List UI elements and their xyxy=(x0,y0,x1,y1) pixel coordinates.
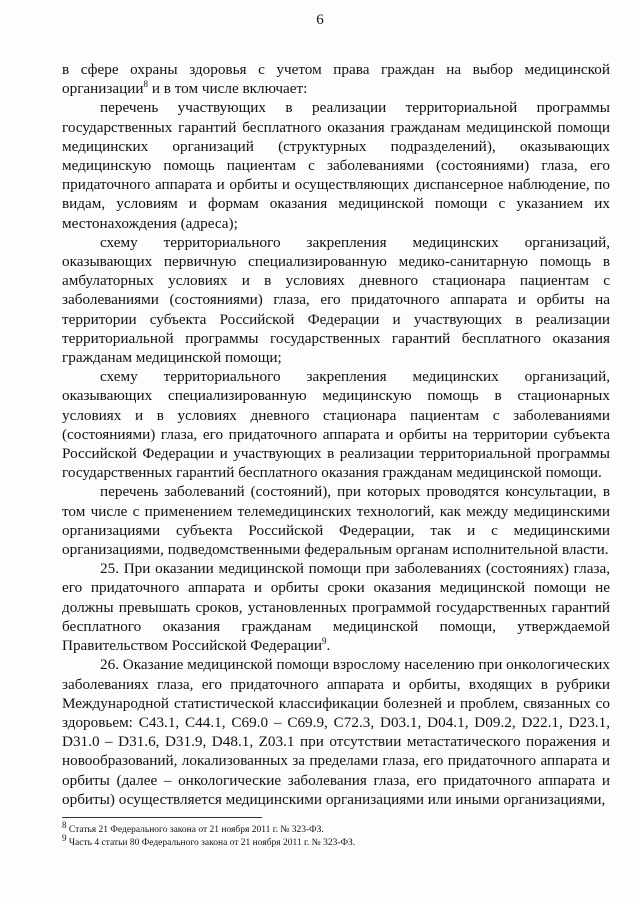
footnote-ref: 8 xyxy=(143,79,149,90)
footnote-separator xyxy=(62,817,262,818)
paragraph-text: 25. При оказании медицинской помощи при заболеваниях (состояниях) глаза, его придаточного аппарата и орбиты сроки оказания медицинской помощи не должны превышать сроков, установленных программой государственных гарантий бесплатного оказания гражданам медицинской помощи, утверждаемой Правительством Российской Федерации xyxy=(62,560,610,655)
paragraph-intro xyxy=(62,60,610,98)
footnote-8 xyxy=(62,819,610,837)
footnote-mark: 9 xyxy=(62,832,67,843)
paragraph-item-25 xyxy=(62,559,610,655)
paragraph-tail: . xyxy=(326,637,331,655)
paragraph-primary-care-scheme: схему территориального закрепления медицинских организаций, оказывающих первичную специализированную медико-санитарную помощь в амбулаторных условиях и в условиях дневного стационара пациентам с заболеваниями (состояниями) глаза, его придаточного аппарата и орбиты на территории субъекта Российской Федерации и участвующих в реализации территориальной программы государственных гарантий бесплатного оказания гражданам медицинской помощи; xyxy=(62,233,610,367)
document-body xyxy=(62,60,610,809)
paragraph-tail: и в том числе включает: xyxy=(148,80,308,98)
page-number: 6 xyxy=(316,12,324,28)
footnotes xyxy=(62,819,610,850)
footnote-9 xyxy=(62,832,610,850)
paragraph-participants-list: перечень участвующих в реализации территориальной программы государственных гарантий бесплатного оказания гражданам медицинской помощи медицинских организаций (структурных подразделений), оказывающих медицинскую помощь пациентам с заболеваниями (состояниями) глаза, его придаточного аппарата и орбиты и осуществляющих диспансерное наблюдение, по видам, условиям и формам оказания медицинской помощи с указанием их местонахождения (адреса); xyxy=(62,99,610,232)
paragraph-consultations-list: перечень заболеваний (состояний), при которых проводятся консультации, в том числе с применением телемедицинских технологий, как между медицинскими организациями субъекта Российской Федерации, так и с медицинскими организациями, подведомственными федеральным органам исполнительной власти. xyxy=(62,483,610,559)
paragraph-item-26: 26. Оказание медицинской помощи взрослому населению при онкологических заболеваниях глаза, его придаточного аппарата и орбиты, входящих в рубрики Международной статистической классификации болезней и проблем, связанных со здоровьем: C43.1, C44.1, C69.0 – C69.9, C72.3, D03.1, D04.1, D09.2, D22.1, D23.1, D31.0 – D31.6, D31.9, D48.1, Z03.1 при отсутствии метастатического поражения и новообразований, локализованных за пределами глаза, его придаточного аппарата и орбиты (далее – онкологические заболевания глаза, его придаточного аппарата и орбиты) осуществляется медицинскими организациями или иными организациями, xyxy=(62,656,610,808)
footnote-text: Часть 4 статьи 80 Федерального закона от 21 ноября 2011 г. № 323-ФЗ. xyxy=(66,838,356,848)
footnote-text: Статья 21 Федерального закона от 21 ноября 2011 г. № 323-ФЗ. xyxy=(66,825,324,835)
paragraph-specialized-care-scheme: схему территориального закрепления медицинских организаций, оказывающих специализированную медицинскую помощь в стационарных условиях и в условиях дневного стационара пациентам с заболеваниями (состояниями) глаза, его придаточного аппарата и орбиты на территории субъекта Российской Федерации и участвующих в реализации территориальной программы государственных гарантий бесплатного оказания гражданам медицинской помощи. xyxy=(62,368,610,482)
footnote-ref: 9 xyxy=(322,636,327,647)
paragraph-text: в сфере охраны здоровья с учетом права граждан на выбор медицинской организации xyxy=(62,61,610,98)
footnote-mark: 8 xyxy=(62,819,67,830)
